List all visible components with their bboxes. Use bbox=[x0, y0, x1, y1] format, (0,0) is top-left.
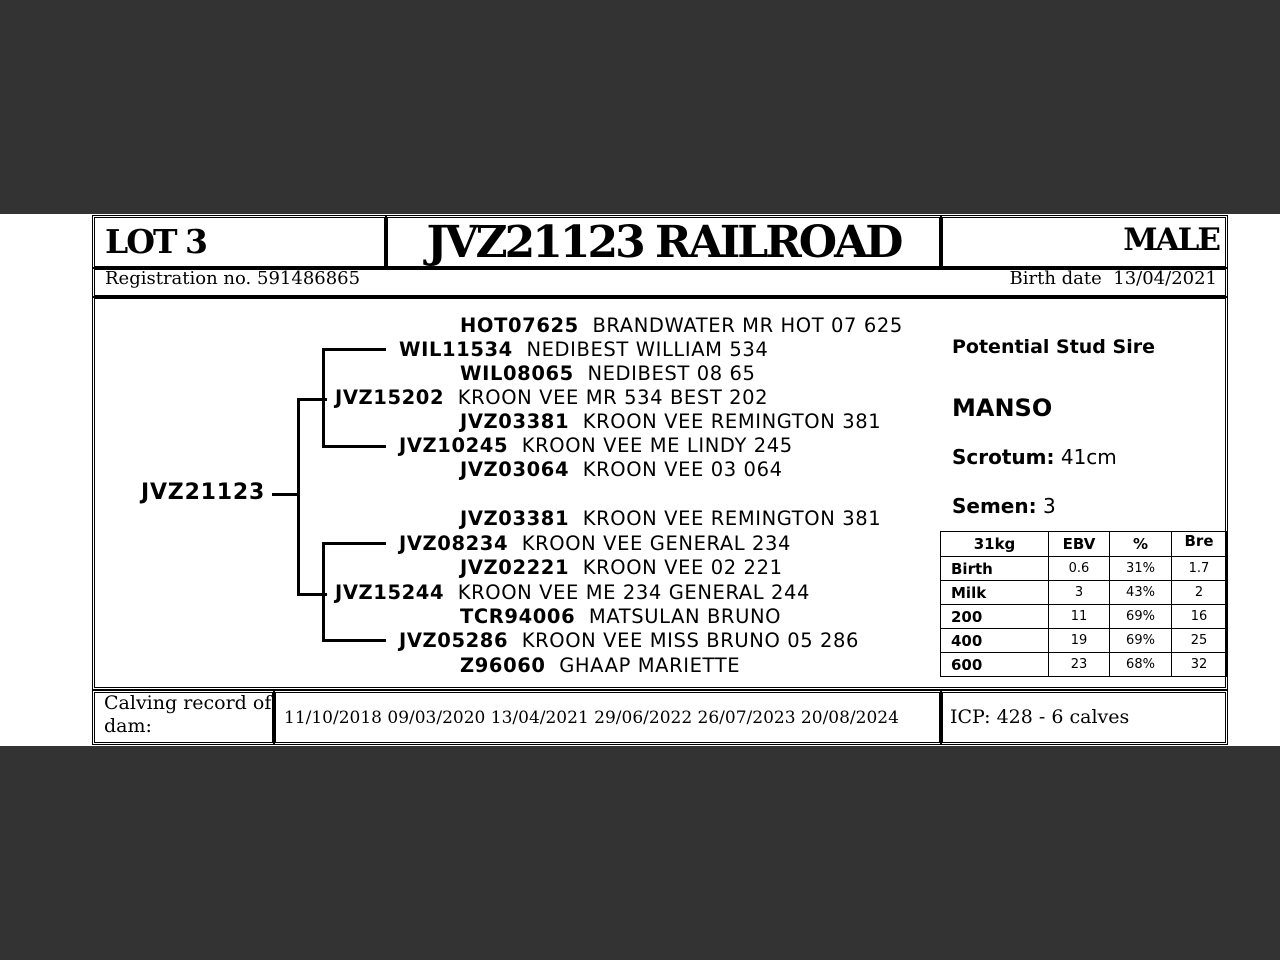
ebv-header-ebv: EBV bbox=[1049, 532, 1110, 557]
pedigree-name: KROON VEE MISS BRUNO 05 286 bbox=[521, 629, 860, 652]
ebv-value: 19 bbox=[1049, 629, 1110, 653]
pedigree-entry-sire-dam bbox=[399, 434, 793, 458]
ebv-row-label: 600 bbox=[941, 653, 1049, 677]
ebv-bre: 32 bbox=[1172, 653, 1227, 677]
pedigree-id: WIL08065 bbox=[460, 362, 574, 385]
ebv-row-label: Milk bbox=[941, 581, 1049, 605]
lot-number: LOT 3 bbox=[105, 222, 206, 261]
title-box bbox=[385, 215, 942, 269]
ebv-value: 0.6 bbox=[1049, 557, 1110, 581]
ebv-header-row bbox=[941, 532, 1227, 557]
scrotum-value: 41cm bbox=[1060, 445, 1117, 469]
pedigree-id: TCR94006 bbox=[460, 605, 576, 628]
ebv-bre: 16 bbox=[1172, 605, 1227, 629]
pedigree-entry-sire-dam-dam bbox=[460, 458, 783, 482]
pedigree-name: KROON VEE GENERAL 234 bbox=[521, 532, 792, 555]
pedigree-id: JVZ03064 bbox=[460, 458, 570, 481]
ebv-value: 11 bbox=[1049, 605, 1110, 629]
semen-value: 3 bbox=[1042, 494, 1056, 518]
ebv-percent: 69% bbox=[1110, 629, 1172, 653]
lot-box bbox=[92, 215, 387, 269]
pedigree-entry-sire bbox=[335, 386, 768, 410]
pedigree-entry-dam bbox=[335, 581, 810, 605]
ebv-row-label: 400 bbox=[941, 629, 1049, 653]
sire-dam-line bbox=[322, 445, 386, 448]
pedigree-id: JVZ15202 bbox=[335, 386, 445, 409]
ebv-bre: 1.7 bbox=[1172, 557, 1227, 581]
pedigree-id: WIL11534 bbox=[399, 338, 513, 361]
subject-connector bbox=[272, 493, 298, 496]
sire-sire-line bbox=[322, 348, 386, 351]
ebv-row bbox=[941, 605, 1227, 629]
ebv-value: 3 bbox=[1049, 581, 1110, 605]
pedigree-name: KROON VEE REMINGTON 381 bbox=[582, 507, 882, 530]
scrotum bbox=[952, 445, 1117, 469]
ebv-row bbox=[941, 653, 1227, 677]
pedigree-name: GHAAP MARIETTE bbox=[559, 654, 741, 677]
calving-dates: 11/10/2018 09/03/2020 13/04/2021 29/06/2022 26/07/2023 20/08/2024 bbox=[284, 708, 899, 728]
semen bbox=[952, 494, 1056, 518]
birth-date-label: Birth date bbox=[1009, 268, 1102, 289]
pedigree-id: Z96060 bbox=[460, 654, 546, 677]
pedigree-id: JVZ05286 bbox=[399, 629, 509, 652]
calving-label: Calving record of dam: bbox=[104, 692, 272, 737]
pedigree-entry-dam-sire-dam bbox=[460, 556, 783, 580]
pedigree-entry-dam-sire-sire bbox=[460, 507, 881, 531]
ebv-table bbox=[940, 531, 1227, 677]
pedigree-name: BRANDWATER MR HOT 07 625 bbox=[592, 314, 903, 337]
semen-label: Semen: bbox=[952, 494, 1037, 518]
ebv-bre: 2 bbox=[1172, 581, 1227, 605]
ebv-percent: 69% bbox=[1110, 605, 1172, 629]
ebv-header-bre: Bre bbox=[1172, 532, 1227, 557]
ebv-bre: 25 bbox=[1172, 629, 1227, 653]
registration-label: Registration no. bbox=[105, 268, 252, 289]
ebv-percent: 43% bbox=[1110, 581, 1172, 605]
pedigree-id: JVZ03381 bbox=[460, 507, 570, 530]
sex-box bbox=[940, 215, 1228, 269]
ebv-percent: 68% bbox=[1110, 653, 1172, 677]
pedigree-name: MATSULAN BRUNO bbox=[588, 605, 782, 628]
pedigree-entry-dam-dam-sire bbox=[460, 605, 781, 629]
potential-label: Potential Stud Sire bbox=[952, 336, 1155, 358]
pedigree-name: KROON VEE MR 534 BEST 202 bbox=[457, 386, 769, 409]
pedigree-name: NEDIBEST 08 65 bbox=[587, 362, 756, 385]
animal-title: JVZ21123 RAILROAD bbox=[426, 217, 901, 268]
potential-stud-sire bbox=[952, 336, 1155, 358]
lot-card bbox=[0, 214, 1280, 746]
pedigree-id: JVZ02221 bbox=[460, 556, 570, 579]
pedigree-name: KROON VEE 03 064 bbox=[582, 458, 783, 481]
dam-dam-line bbox=[322, 639, 386, 642]
birth-date-value: 13/04/2021 bbox=[1113, 268, 1217, 289]
pedigree-name: KROON VEE 02 221 bbox=[582, 556, 783, 579]
ebv-header-percent: % bbox=[1110, 532, 1172, 557]
pedigree-entry-sire-sire-sire bbox=[460, 314, 903, 338]
ebv-header-weight: 31kg bbox=[941, 532, 1049, 557]
dam-vertical-line bbox=[322, 542, 325, 642]
pedigree-id: HOT07625 bbox=[460, 314, 579, 337]
ebv-row bbox=[941, 581, 1227, 605]
pedigree-id: JVZ08234 bbox=[399, 532, 509, 555]
pedigree-entry-sire-dam-sire bbox=[460, 410, 881, 434]
nickname-value: MANSO bbox=[952, 394, 1053, 422]
ebv-row-label: 200 bbox=[941, 605, 1049, 629]
pedigree-entry-dam-dam-dam bbox=[460, 654, 740, 678]
registration-text bbox=[105, 268, 360, 289]
icp-value: ICP: 428 - 6 calves bbox=[950, 706, 1130, 728]
ebv-percent: 31% bbox=[1110, 557, 1172, 581]
pedigree-name: KROON VEE ME 234 GENERAL 244 bbox=[457, 581, 811, 604]
birth-date-text bbox=[1010, 268, 1217, 289]
registration-row bbox=[92, 267, 1228, 298]
ebv-row bbox=[941, 629, 1227, 653]
pedigree-entry-sire-sire bbox=[399, 338, 768, 362]
pedigree-subject: JVZ21123 bbox=[141, 480, 266, 505]
pedigree-entry-dam-sire bbox=[399, 532, 791, 556]
ebv-row-label: Birth bbox=[941, 557, 1049, 581]
pedigree-name: KROON VEE REMINGTON 381 bbox=[582, 410, 882, 433]
registration-number: 591486865 bbox=[257, 268, 361, 289]
dam-sire-line bbox=[322, 542, 386, 545]
pedigree-id: JVZ15244 bbox=[335, 581, 445, 604]
pedigree-entry-sire-sire-dam bbox=[460, 362, 756, 386]
pedigree-name: KROON VEE ME LINDY 245 bbox=[521, 434, 793, 457]
main-vertical-line bbox=[297, 398, 300, 596]
sire-vertical-line bbox=[322, 348, 325, 448]
nickname bbox=[952, 394, 1052, 422]
ebv-row bbox=[941, 557, 1227, 581]
animal-sex: MALE bbox=[1123, 222, 1219, 258]
pedigree-entry-dam-dam bbox=[399, 629, 859, 653]
pedigree-id: JVZ03381 bbox=[460, 410, 570, 433]
pedigree-id: JVZ10245 bbox=[399, 434, 509, 457]
ebv-value: 23 bbox=[1049, 653, 1110, 677]
scrotum-label: Scrotum: bbox=[952, 445, 1055, 469]
pedigree-name: NEDIBEST WILLIAM 534 bbox=[526, 338, 769, 361]
